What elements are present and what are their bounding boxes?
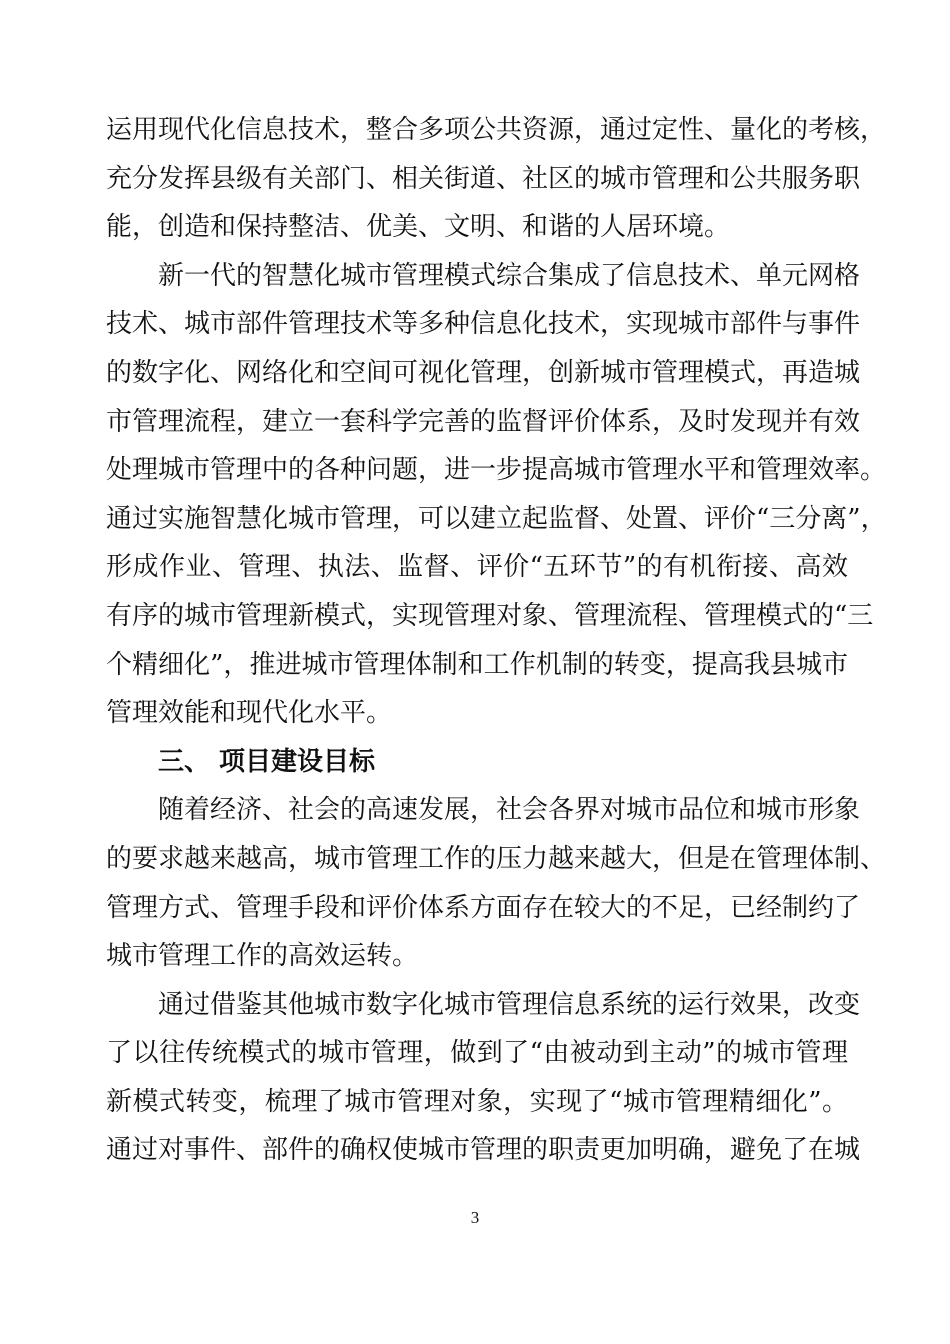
paragraph-2-line-9: 个精细化”，推进城市管理体制和工作机制的转变，提高我县城市	[106, 649, 848, 680]
paragraph-3-line-3: 管理方式、管理手段和评价体系方面存在较大的不足，已经制约了	[106, 892, 861, 923]
paragraph-4-line-1: 通过借鉴其他城市数字化城市管理信息系统的运行效果，改变	[158, 989, 861, 1020]
paragraph-2-line-2: 技术、城市部件管理技术等多种信息化技术，实现城市部件与事件	[106, 309, 861, 340]
paragraph-2-line-8: 有序的城市管理新模式，实现管理对象、管理流程、管理模式的“三	[106, 600, 874, 631]
paragraph-3-line-2: 的要求越来越高，城市管理工作的压力越来越大，但是在管理体制、	[106, 843, 887, 874]
paragraph-1-line-3: 能，创造和保持整洁、优美、文明、和谐的人居环境。	[106, 212, 731, 243]
paragraph-2-line-5: 处理城市管理中的各种问题，进一步提高城市管理水平和管理效率。	[106, 455, 887, 486]
document-body	[106, 106, 887, 1175]
paragraph-3-line-4: 城市管理工作的高效运转。	[106, 941, 419, 972]
page-number: 3	[470, 1208, 480, 1227]
paragraph-2-line-4: 市管理流程，建立一套科学完善的监督评价体系，及时发现并有效	[106, 406, 861, 437]
paragraph-4-line-2: 了以往传统模式的城市管理，做到了“由被动到主动”的城市管理	[106, 1038, 848, 1069]
paragraph-2	[106, 252, 887, 738]
paragraph-1	[106, 106, 887, 252]
paragraph-3	[106, 786, 887, 980]
paragraph-2-line-6: 通过实施智慧化城市管理，可以建立起监督、处置、评价“三分离”，	[106, 503, 887, 534]
paragraph-3-line-1: 随着经济、社会的高速发展，社会各界对城市品位和城市形象	[158, 795, 861, 826]
paragraph-4	[106, 981, 861, 1175]
paragraph-1-line-1: 运用现代化信息技术，整合多项公共资源，通过定性、量化的考核，	[106, 115, 887, 145]
paragraph-4-line-3: 新模式转变，梳理了城市管理对象，实现了“城市管理精细化”。	[106, 1086, 848, 1117]
paragraph-2-line-10: 管理效能和现代化水平。	[106, 698, 393, 729]
paragraph-2-line-1: 新一代的智慧化城市管理模式综合集成了信息技术、单元网格	[158, 260, 861, 291]
paragraph-1-line-2: 充分发挥县级有关部门、相关街道、社区的城市管理和公共服务职	[106, 163, 861, 194]
section-heading: 三、 项目建设目标	[158, 746, 376, 777]
paragraph-2-line-3: 的数字化、网络化和空间可视化管理，创新城市管理模式，再造城	[106, 357, 861, 388]
paragraph-4-line-4: 通过对事件、部件的确权使城市管理的职责更加明确，避免了在城	[106, 1135, 861, 1166]
paragraph-2-line-7: 形成作业、管理、执法、监督、评价“五环节”的有机衔接、高效	[106, 552, 848, 583]
